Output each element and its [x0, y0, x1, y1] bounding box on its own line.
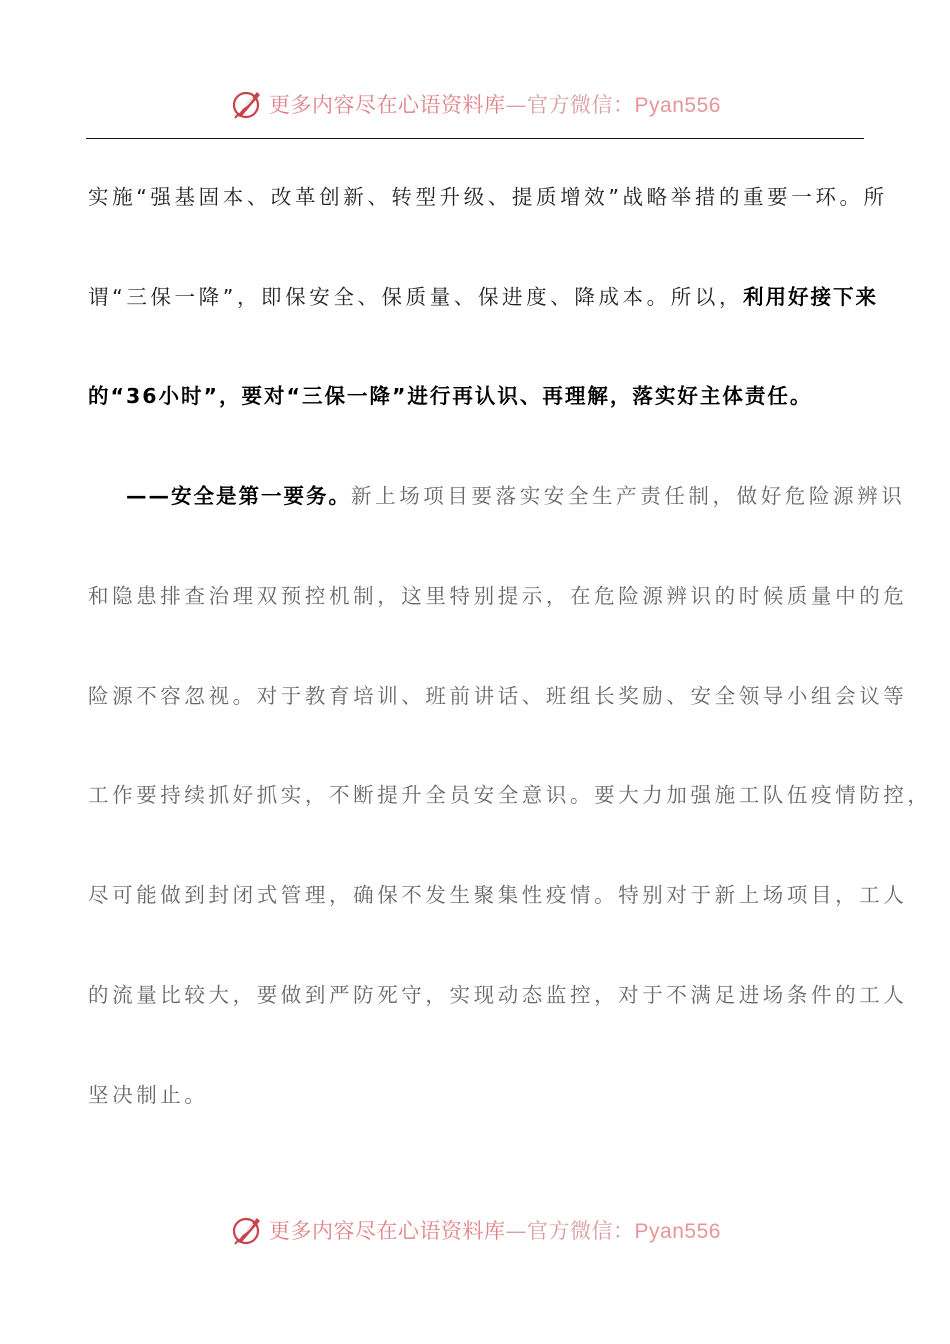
banner-brand: 更多内容尽在心语资料库 — [269, 1219, 506, 1243]
bold-text-span: 的“36小时”，要对“三保一降”进行再认识、再理解，落实好主体责任。 — [88, 384, 813, 409]
banner-wechat-label: 官方微信： — [527, 93, 635, 117]
document-body — [88, 148, 932, 1145]
text-line — [88, 347, 868, 447]
quill-logo-icon — [229, 1212, 265, 1248]
banner-brand: 更多内容尽在心语资料库 — [269, 93, 506, 117]
banner-wechat-id: Pyan556 — [634, 1220, 721, 1243]
banner-wechat-label: 官方微信： — [527, 1219, 635, 1243]
text-span: 谓“三保一降”，即保安全、保质量、保进度、降成本。所以， — [88, 284, 744, 309]
text-span: 尽可能做到封闭式管理，确保不发生聚集性疫情。特别对于新上场项目，工人 — [88, 883, 908, 908]
banner-dash: — — [505, 1219, 528, 1243]
text-span: 坚决制止。 — [88, 1082, 209, 1107]
text-span: 新上场项目要落实安全生产责任制，做好危险源辨识 — [351, 484, 906, 509]
banner-text — [269, 1215, 721, 1245]
banner-wechat-id: Pyan556 — [634, 94, 721, 117]
text-span: 实施“强基固本、改革创新、转型升级、提质增效”战略举措的重要一环。所 — [88, 185, 888, 209]
text-span: 工作要持续抓好抓实，不断提升全员安全意识。要大力加强施工队伍疫情防控， — [88, 783, 932, 808]
text-line — [88, 148, 888, 248]
text-line — [88, 746, 932, 846]
text-line — [88, 547, 908, 647]
footer-banner — [0, 1208, 950, 1252]
text-span: 险源不容忽视。对于教育培训、班前讲话、班组长奖励、安全领导小组会议等 — [88, 683, 908, 708]
text-line — [88, 248, 879, 348]
text-line — [88, 447, 906, 547]
text-line — [88, 647, 908, 747]
text-line — [88, 1046, 868, 1146]
banner-dash: — — [505, 93, 528, 117]
text-span: 的流量比较大，要做到严防死守，实现动态监控，对于不满足进场条件的工人 — [88, 982, 908, 1007]
section-heading: ——安全是第一要务。 — [126, 484, 351, 509]
text-line — [88, 946, 908, 1046]
header-rule — [86, 138, 864, 139]
text-span: 和隐患排查治理双预控机制，这里特别提示，在危险源辨识的时候质量中的危 — [88, 584, 908, 609]
header-banner — [0, 82, 950, 126]
bold-text-span: 利用好接下来 — [743, 284, 879, 309]
banner-text — [269, 89, 721, 119]
quill-logo-icon — [229, 86, 265, 122]
text-line — [88, 846, 908, 946]
